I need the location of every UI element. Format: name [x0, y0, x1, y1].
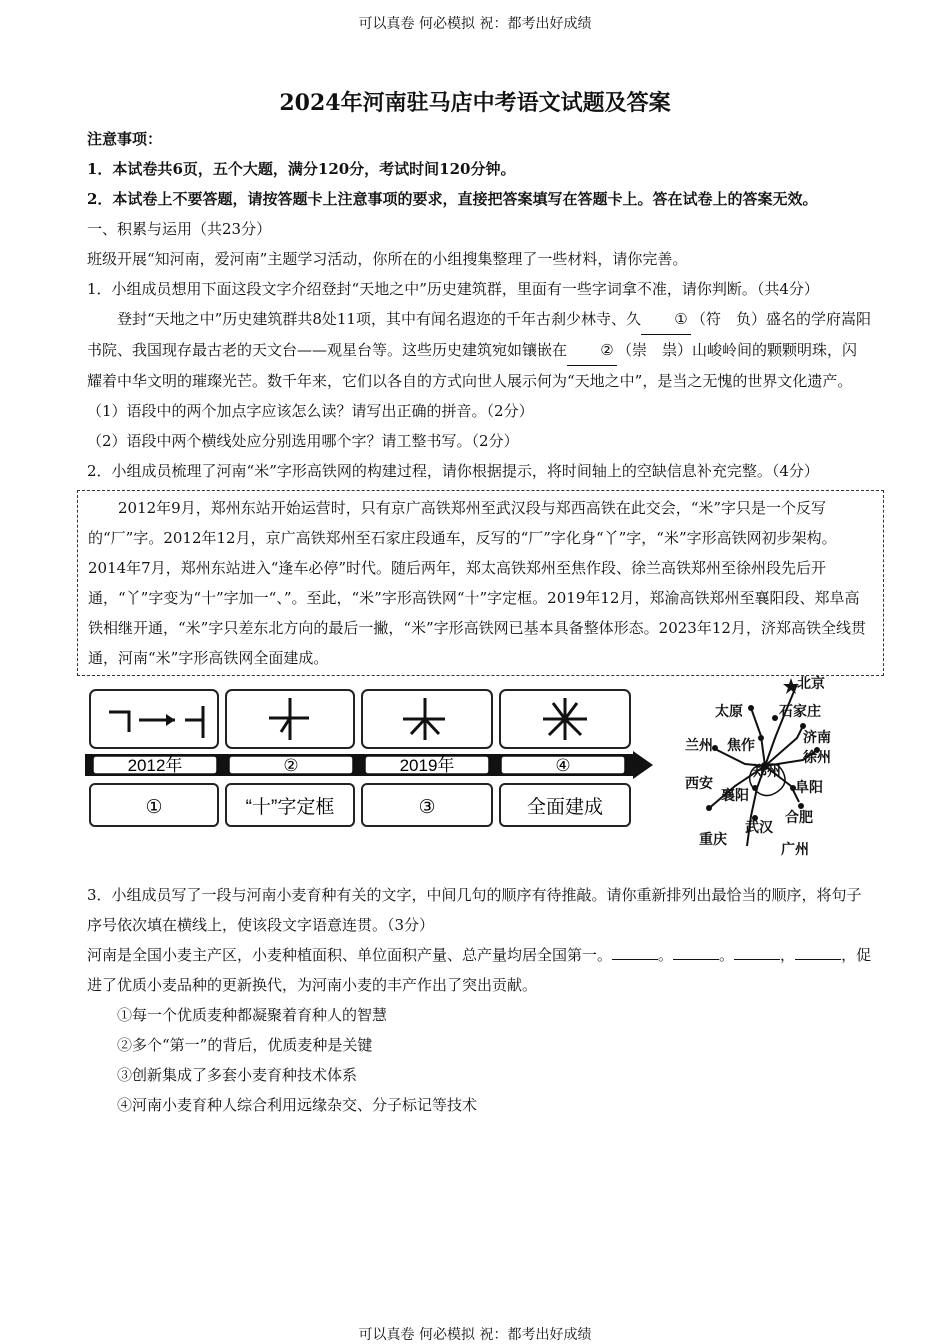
- q3-option-4: ④河南小麦育种人综合利用远缘杂交、分子标记等技术: [117, 1096, 478, 1114]
- q3-fill-line: 河南是全国小麦主产区，小麦种植面积、单位面积产量、总产量均居全国第一。 。 。 ， ，促进了优质小麦品种的更新换代，为河南小麦的丰产作出了突出贡献。: [87, 946, 872, 994]
- city-label: 重庆: [699, 831, 727, 847]
- q1-passage: [87, 304, 872, 396]
- q1-passage-c: 山峻岭间的颗颗明珠，闪耀着中华文明的璀璨光芒。数千年来，它们以各自的方式向世人展示何为“天地之中”，是当之无愧的世界文化遗产。: [87, 341, 858, 390]
- q1-sub-2: （2）语段中两个横线处应分别选用哪个字？请工整书写。（2分）: [87, 432, 519, 450]
- city-label: 北京: [797, 675, 825, 691]
- q2-material-text: 2012年9月，郑州东站开始运营时，只有京广高铁郑州至武汉段与郑西高铁在此交会，“米”字只是一个反写的“厂”字。2012年12月，京广高铁郑州至石家庄段通车，反写的“厂”字化身“丫”字，“米”字形高铁网初步架构。2014年7月，郑州东站进入“逢车必停”时代。随后两年，郑太高铁郑州至焦作段、徐兰高铁郑州至徐州段先后开通，“丫”字变为“十”字加一“、”。至此，“米”字形高铁网“十”字定框。2019年12月，郑渝高铁郑州至襄阳段、郑阜高铁相继开通，“米”字只差东北方向的最后一撇，“米”字形高铁网已基本具备整体形态。2023年12月，济郑高铁全线贯通，河南“米”字形高铁网全面建成。: [88, 499, 866, 667]
- q3-blank-1: [612, 959, 658, 960]
- city-label: 兰州: [685, 737, 713, 753]
- q3-option-3: ③创新集成了多套小麦育种技术体系: [117, 1066, 358, 1084]
- city-label: 徐州: [803, 749, 831, 765]
- event-label-1: ①: [145, 797, 163, 818]
- q1-sub-1: （1）语段中的两个加点字应该怎么读？请写出正确的拼音。（2分）: [87, 402, 534, 420]
- q1-option-2: （崇 祟）: [617, 341, 693, 359]
- q1-stem: 1．小组成员想用下面这段文字介绍登封“天地之中”历史建筑群，里面有一些字词拿不准，请你判断。（共4分）: [87, 280, 819, 298]
- city-label: 合肥: [785, 809, 813, 825]
- event-label-4: 全面建成: [526, 797, 604, 818]
- glyph-box-4: [500, 690, 630, 748]
- event-label-3: ③: [418, 797, 436, 818]
- notice-item-2: 2．本试卷上不要答题，请按答题卡上注意事项的要求，直接把答案填写在答题卡上。答在试卷上的答案无效。: [87, 190, 818, 208]
- q1-passage-b: 盛名的学府嵩阳书院、我国现存最古老的天文台——观星台等。这些历史建筑宛如镶嵌在: [87, 310, 872, 359]
- q2-figure: [87, 675, 872, 880]
- city-label: 西安: [685, 775, 713, 791]
- notice-heading: 注意事项：: [87, 130, 163, 148]
- time-label-3: 2019年: [399, 756, 455, 775]
- time-label-2: ②: [283, 756, 299, 775]
- section-heading: 一、积累与运用（共23分）: [87, 220, 272, 238]
- notice-item-1: 1．本试卷共6页，五个大题，满分120分，考试时间120分钟。: [87, 160, 516, 178]
- document-body: [87, 124, 872, 1120]
- city-label: 郑州: [753, 763, 781, 779]
- section-intro: 班级开展“知河南，爱河南”主题学习活动，你所在的小组搜集整理了一些材料，请你完善。: [87, 250, 688, 268]
- time-label-4: ④: [555, 756, 571, 775]
- q3-stem: 3．小组成员写了一段与河南小麦育种有关的文字，中间几句的顺序有待推敲。请你重新排列出最恰当的顺序，将句子序号依次填在横线上，使该段文字语意连贯。（3分）: [87, 886, 862, 934]
- glyph-box-3: [362, 690, 492, 748]
- timeline-diagram: [77, 684, 677, 854]
- q3-lead: 河南是全国小麦主产区，小麦种植面积、单位面积产量、总产量均居全国第一。: [87, 946, 613, 964]
- page-header: 可以真卷 何必模拟 祝：都考出好成绩: [358, 16, 592, 32]
- page-title: 2024年河南驻马店中考语文试题及答案: [279, 90, 671, 116]
- city-label: 太原: [715, 703, 743, 719]
- city-label: 济南: [803, 729, 831, 745]
- glyph-box-2: [226, 690, 354, 748]
- q1-blank-1: ①: [641, 304, 691, 335]
- city-label: 武汉: [745, 819, 773, 835]
- event-label-2: “十”字定框: [245, 797, 335, 818]
- city-label: 襄阳: [721, 787, 749, 803]
- city-label: 阜阳: [795, 779, 823, 795]
- rail-map: [685, 668, 885, 858]
- city-label: 广州: [781, 841, 809, 857]
- page-footer: 可以真卷 何必模拟 祝：都考出好成绩: [358, 1327, 592, 1343]
- time-label-1: 2012年: [127, 756, 183, 775]
- q3-blank-4: [795, 959, 841, 960]
- glyph-box-1: [90, 690, 218, 748]
- city-label: 石家庄: [779, 703, 821, 719]
- q1-option-1: （符 负）: [690, 310, 766, 328]
- q3-blank-2: [673, 959, 719, 960]
- q3-option-2: ②多个“第一”的背后，优质麦种是关键: [117, 1036, 373, 1054]
- q2-material-box: [77, 490, 884, 676]
- q1-passage-a: 登封“天地之中”历史建筑群共8处11项，其中有闻名遐迩的千年古刹少林寺、久: [117, 310, 641, 328]
- q3-option-1: ①每一个优质麦种都凝聚着育种人的智慧: [117, 1006, 388, 1024]
- q1-blank-2: ②: [567, 335, 617, 366]
- q3-tail: ，促进了优质小麦品种的更新换代，为河南小麦的丰产作出了突出贡献。: [87, 946, 872, 994]
- q3-blank-3: [734, 959, 780, 960]
- q2-stem: 2．小组成员梳理了河南“米”字形高铁网的构建过程，请你根据提示，将时间轴上的空缺信息补充完整。（4分）: [87, 462, 819, 480]
- city-label: 焦作: [727, 737, 755, 753]
